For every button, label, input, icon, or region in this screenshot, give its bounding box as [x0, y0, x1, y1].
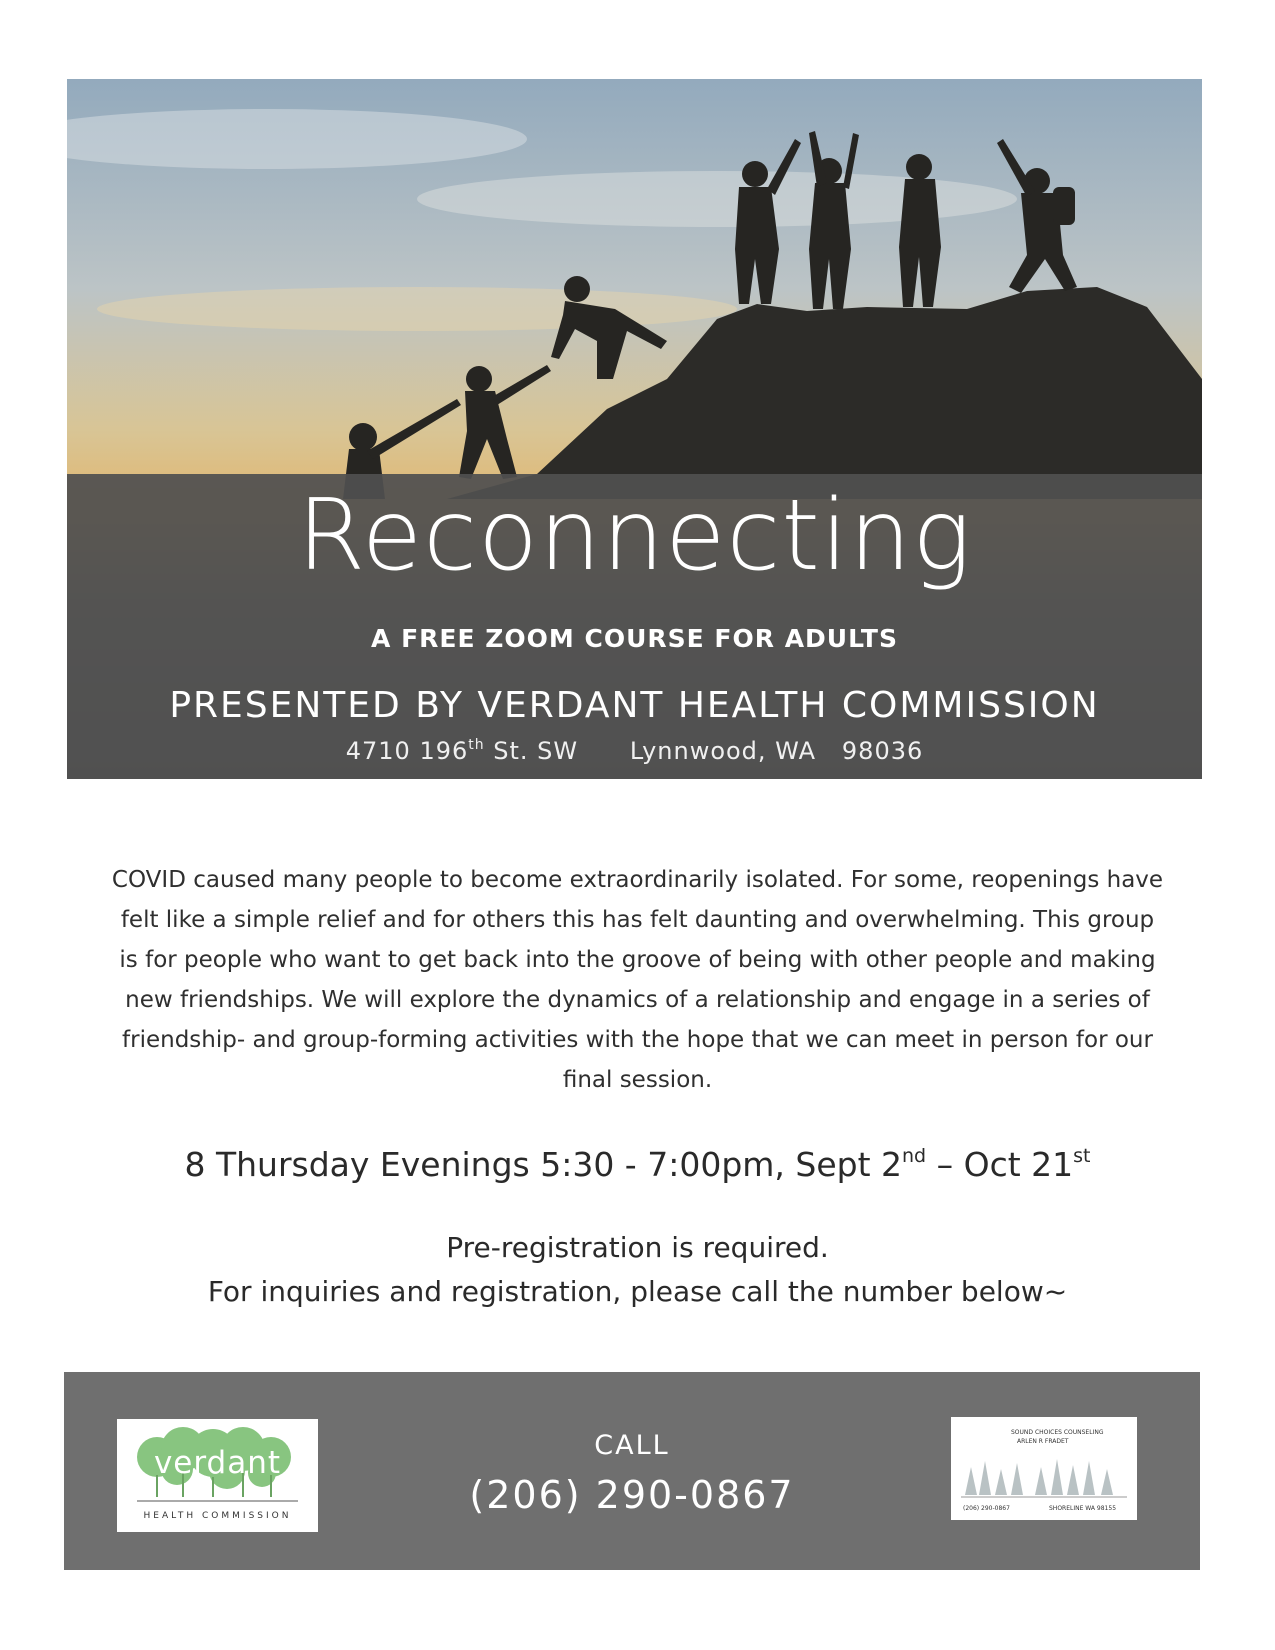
contact-footer: [64, 1372, 1200, 1570]
sound-logo-line1: SOUND CHOICES COUNSELING: [1011, 1429, 1104, 1436]
course-subtitle: A FREE ZOOM COURSE FOR ADULTS: [371, 624, 898, 653]
verdant-subtitle: HEALTH COMMISSION: [143, 1511, 292, 1521]
sound-choices-logo: [951, 1417, 1137, 1520]
schedule-end-ordinal: st: [1073, 1145, 1091, 1167]
presenter-line: PRESENTED BY VERDANT HEALTH COMMISSION: [169, 685, 1100, 726]
verdant-wordmark: verdant: [153, 1445, 282, 1481]
inquiry-note: For inquiries and registration, please call the number below~: [207, 1275, 1068, 1308]
call-label: CALL: [594, 1430, 670, 1461]
schedule-start-ordinal: nd: [902, 1145, 927, 1167]
address-rest: St. SW Lynnwood, WA 98036: [484, 737, 924, 765]
address-number: 4710 196: [345, 737, 469, 765]
sound-logo-phone: (206) 290-0867: [963, 1505, 1010, 1512]
address-ordinal: th: [468, 737, 485, 753]
address-line: [67, 737, 1202, 765]
hero-banner: [67, 79, 1202, 779]
schedule-separator: – Oct 21: [926, 1145, 1074, 1184]
schedule-line: [0, 1145, 1275, 1184]
schedule-text: 8 Thursday Evenings 5:30 - 7:00pm, Sept 2: [184, 1145, 903, 1184]
preregistration-note: Pre-registration is required.: [446, 1231, 829, 1264]
sound-logo-city: SHORELINE WA 98155: [1049, 1505, 1117, 1512]
course-description: COVID caused many people to become extraordinarily isolated. For some, reopenings have felt like a simple relief and for others this has felt daunting and overwhelming. This group is for people who want to get back into the groove of being with other people and making new friendships. We will explore the dynamics of a relationship and engage in a series of friendship- and group-forming activities with the hope that we can meet in person for our final session.: [111, 867, 1164, 1093]
phone-number[interactable]: (206) 290-0867: [469, 1473, 795, 1517]
page-title: Reconnecting: [297, 479, 972, 593]
sound-logo-line2: ARLEN R FRADET: [1017, 1438, 1069, 1445]
